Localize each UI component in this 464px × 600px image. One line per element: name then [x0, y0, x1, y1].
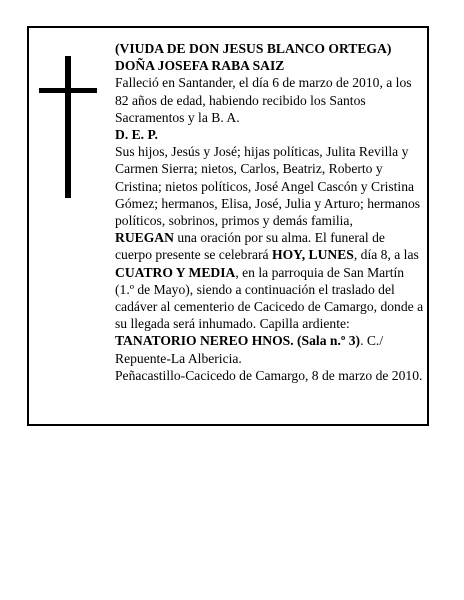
obituary-text [115, 40, 425, 384]
cross-vertical-bar [65, 56, 71, 198]
funeral-home: TANATORIO NEREO HNOS. (Sala n.º 3) [115, 333, 361, 349]
funeral-time: CUATRO Y MEDIA [115, 264, 236, 280]
hoy-lunes: HOY, LUNES [272, 247, 354, 263]
prayer-request: una oración por su alma. El funeral de cuerpo presente se celebrará [115, 230, 385, 263]
latin-cross-icon [39, 56, 97, 198]
ceremony-details: , en la parroquia de San Martín (1.º de Mayo), siendo a continuación el traslado del cadáver al cementerio de Cacicedo de Camargo, donde a su llegada será inhumado. Capilla ardiente: [115, 264, 424, 332]
day-text: , día 8, a las [353, 247, 419, 263]
place-date: Peñacastillo-Cacicedo de Camargo, 8 de marzo de 2010. [115, 367, 423, 383]
obituary-notice [27, 26, 429, 426]
widow-line: (VIUDA DE DON JESUS BLANCO ORTEGA) [115, 41, 392, 56]
death-statement: Falleció en Santander, el día 6 de marzo de 2010, a los 82 años de edad, habiendo recibido los Santos Sacramentos y la B. A. [115, 75, 412, 125]
deceased-name: DOÑA JOSEFA RABA SAIZ [115, 58, 285, 74]
rip-line: D. E. P. [115, 127, 158, 143]
cross-horizontal-bar [39, 88, 97, 93]
family-list: Sus hijos, Jesús y José; hijas políticas, Julita Revilla y Carmen Sierra; nietos, Carlos, Beatriz, Roberto y Cristina; nietos políticos, José Angel Cascón y Cristina Gómez; hermanos, Elisa, José, Julia y Arturo; hermanos políticos, sobrinos, primos y demás familia, [115, 144, 421, 229]
funeral-paragraph [115, 229, 425, 367]
ruegan-word: RUEGAN [115, 230, 174, 246]
funeral-home-address: . C./ Repuente-La Albericia. [115, 333, 384, 366]
